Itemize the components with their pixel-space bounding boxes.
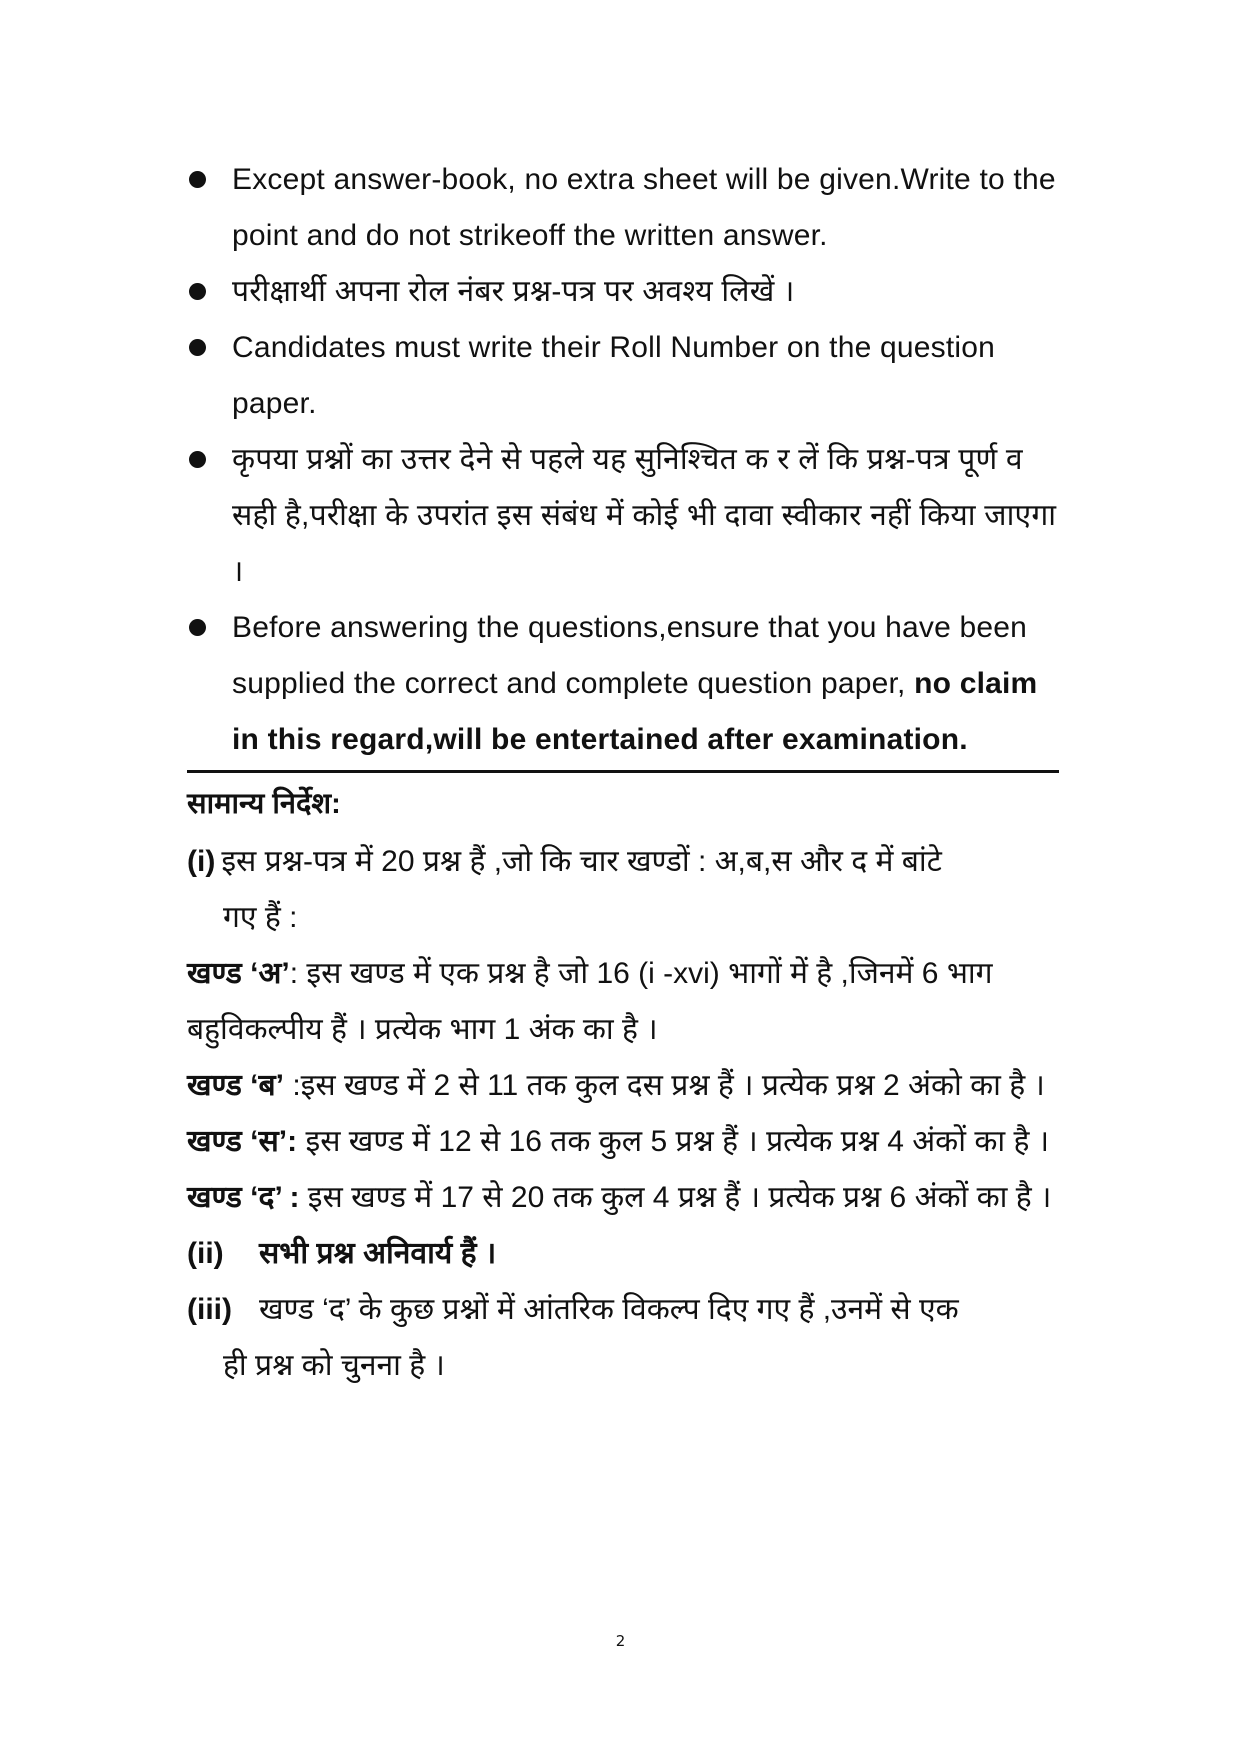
bullet-dot-icon [189, 451, 206, 468]
bullet-bold-text: no claim in this regard,will be entertained after examination. [232, 667, 1038, 756]
instruction-item-i [187, 834, 1067, 890]
bullet-item-roll-number-hindi [187, 264, 1067, 320]
section-text: :इस खण्ड में 2 से 11 तक कुल दस प्रश्न हैं । प्रत्येक प्रश्न 2 अंको का है । [283, 1069, 1045, 1102]
section-label: खण्ड ‘द’ : [187, 1181, 300, 1214]
section-a-description [187, 946, 1067, 1058]
section-label: खण्ड ‘स’: [187, 1125, 298, 1158]
item-number: (i) [187, 845, 216, 878]
item-number: (iii) [187, 1293, 232, 1326]
bullet-item-roll-number-english [187, 320, 1067, 432]
bullet-text: कृपया प्रश्नों का उत्तर देने से पहले यह सुनिश्चित क र लें कि प्रश्न-पत्र पूर्ण व सही है,परीक्षा के उपरांत इस संबंध में कोई भी दावा स्वीकार नहीं किया जाएगा । [232, 443, 1057, 588]
page-number: 2 [615, 1632, 626, 1650]
bullet-dot-icon [189, 619, 206, 636]
item-text: इस प्रश्न-पत्र में 20 प्रश्न हैं ,जो कि चार खण्डों : अ,ब,स और द में बांटे [221, 845, 942, 878]
instruction-bullet-list [187, 152, 1067, 768]
item-text: खण्ड ‘द’ के कुछ प्रश्नों में आंतरिक विकल्प दिए गए हैं ,उनमें से एक [259, 1293, 959, 1326]
item-number: (ii) [187, 1237, 224, 1270]
bullet-dot-icon [189, 339, 206, 356]
bullet-dot-icon [189, 171, 206, 188]
bullet-text: Before answering the questions,ensure that you have been supplied the correct and complete question paper, [232, 611, 1028, 700]
bullet-text: Except answer-book, no extra sheet will be given.Write to the point and do not strikeoff the written answer. [232, 163, 1056, 252]
instruction-item-i-continuation: गए हैं : [223, 901, 298, 934]
item-text: सभी प्रश्न अनिवार्य हैं । [259, 1237, 497, 1270]
bullet-text: Candidates must write their Roll Number on the question paper. [232, 331, 996, 420]
bullet-item-verify-paper-hindi [187, 432, 1067, 600]
bullet-item-answer-book [187, 152, 1067, 264]
general-instructions-heading: सामान्य निर्देश: [187, 788, 341, 820]
bullet-text: परीक्षार्थी अपना रोल नंबर प्रश्न-पत्र पर अवश्य लिखें । [232, 275, 795, 308]
section-text: इस खण्ड में 12 से 16 तक कुल 5 प्रश्न हैं । प्रत्येक प्रश्न 4 अंकों का है । [297, 1125, 1050, 1158]
instruction-item-iii [187, 1282, 1067, 1338]
section-d-description [187, 1170, 1067, 1226]
instruction-item-iii-continuation: ही प्रश्न को चुनना है । [223, 1349, 445, 1382]
instruction-item-ii [187, 1226, 1067, 1282]
section-text: : इस खण्ड में एक प्रश्न है जो 16 (i -xvi) भागों में है ,जिनमें 6 भाग बहुविकल्पीय हैं । प्रत्येक भाग 1 अंक का है । [187, 957, 993, 1046]
section-text: इस खण्ड में 17 से 20 तक कुल 4 प्रश्न हैं । प्रत्येक प्रश्न 6 अंकों का है । [299, 1181, 1052, 1214]
section-label: खण्ड ‘ब’ [187, 1069, 284, 1102]
general-instructions [187, 778, 1067, 1394]
bullet-dot-icon [189, 283, 206, 300]
section-c-description [187, 1114, 1067, 1170]
section-b-description [187, 1058, 1067, 1114]
bullet-item-verify-paper-english [187, 600, 1067, 768]
horizontal-divider [187, 770, 1059, 773]
section-label: खण्ड ‘अ’ [187, 957, 290, 990]
